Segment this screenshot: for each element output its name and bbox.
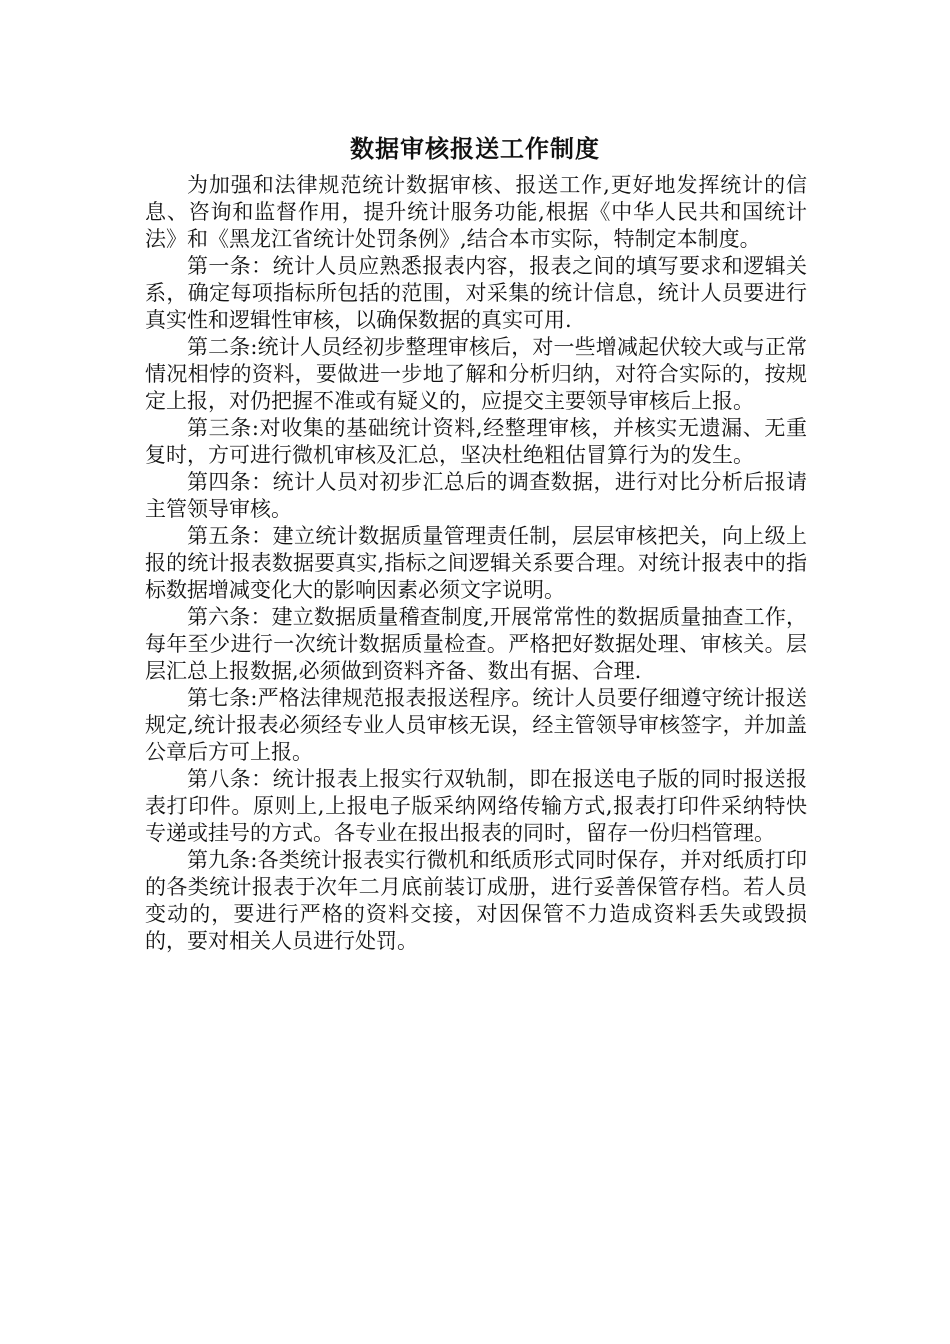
article-7-paragraph: 第七条:严格法律规范报表报送程序。统计人员要仔细遵守统计报送规定,统计报表必须经专业人员审核无误，经主管领导审核签字，并加盖公章后方可上报。 xyxy=(145,686,807,764)
article-9-paragraph: 第九条:各类统计报表实行微机和纸质形式同时保存，并对纸质打印的各类统计报表于次年二月底前装订成册，进行妥善保管存档。若人员变动的，要进行严格的资料交接，对因保管不力造成资料丢失或毁损的，要对相关人员进行处罚。 xyxy=(145,848,807,953)
article-8-paragraph: 第八条：统计报表上报实行双轨制，即在报送电子版的同时报送报表打印件。原则上,上报电子版采纳网络传输方式,报表打印件采纳特快专递或挂号的方式。各专业在报出报表的同时，留存一份归档管理。 xyxy=(145,767,807,845)
article-6-paragraph: 第六条：建立数据质量稽查制度,开展常常性的数据质量抽查工作，每年至少进行一次统计数据质量检查。严格把好数据处理、审核关。层层汇总上报数据,必须做到资料齐备、数出有据、合理. xyxy=(145,605,807,683)
article-3-paragraph: 第三条:对收集的基础统计资料,经整理审核，并核实无遗漏、无重复时，方可进行微机审核及汇总，坚决杜绝粗估冒算行为的发生。 xyxy=(145,416,807,467)
document-title: 数据审核报送工作制度 xyxy=(350,135,600,163)
article-4-paragraph: 第四条：统计人员对初步汇总后的调查数据，进行对比分析后报请主管领导审核。 xyxy=(145,470,807,521)
document-body xyxy=(145,172,807,955)
intro-paragraph: 为加强和法律规范统计数据审核、报送工作,更好地发挥统计的信息、咨询和监督作用，提升统计服务功能,根据《中华人民共和国统计法》和《黑龙江省统计处罚条例》,结合本市实际，特制定本制度。 xyxy=(145,173,807,251)
article-5-paragraph: 第五条：建立统计数据质量管理责任制，层层审核把关，向上级上报的统计报表数据要真实,指标之间逻辑关系要合理。对统计报表中的指标数据增减变化大的影响因素必须文字说明。 xyxy=(145,524,807,602)
article-1-paragraph: 第一条：统计人员应熟悉报表内容，报表之间的填写要求和逻辑关系，确定每项指标所包括的范围，对采集的统计信息，统计人员要进行真实性和逻辑性审核，以确保数据的真实可用. xyxy=(145,254,807,332)
article-2-paragraph: 第二条:统计人员经初步整理审核后，对一些增减起伏较大或与正常情况相悖的资料，要做进一步地了解和分析归纳，对符合实际的，按规定上报，对仍把握不准或有疑义的，应提交主要领导审核后上报。 xyxy=(145,335,807,413)
